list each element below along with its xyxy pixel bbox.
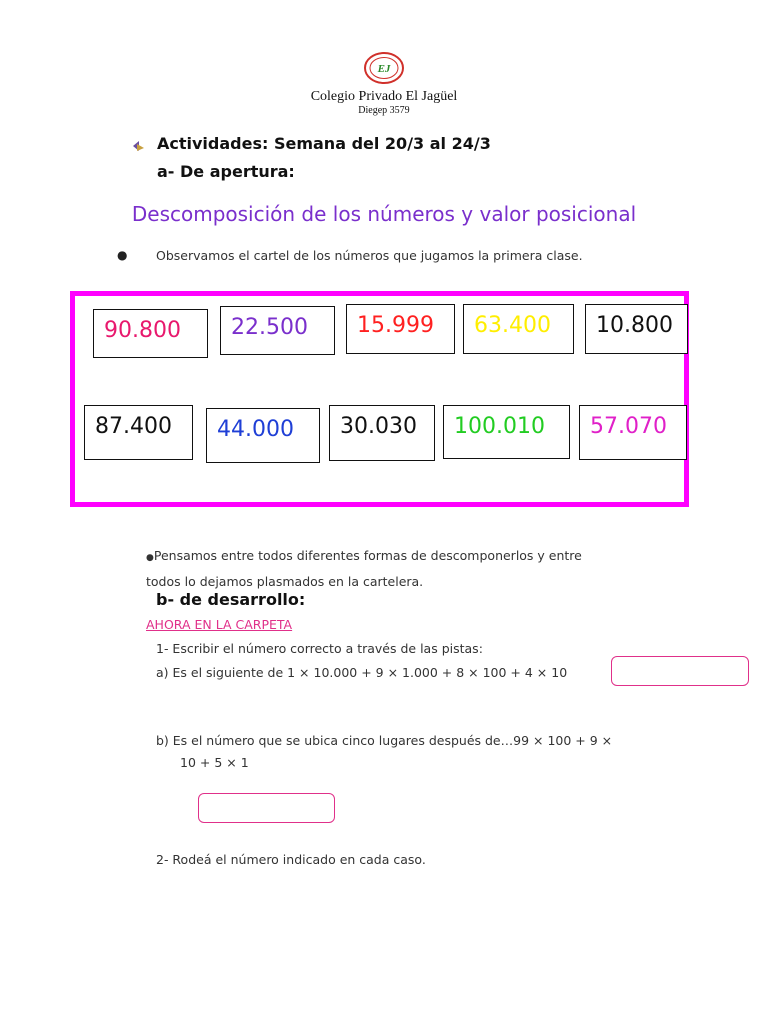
number-value: 10.800 (596, 313, 673, 338)
number-card (463, 304, 574, 354)
number-value: 30.030 (340, 414, 417, 439)
exercise-b-clue-line-1: b) Es el número que se ubica cinco lugares después de…99 × 100 + 9 × (156, 733, 613, 748)
exercise-2-instruction: 2- Rodeá el número indicado en cada caso. (156, 852, 426, 867)
number-value: 87.400 (95, 414, 172, 439)
number-card (93, 309, 208, 358)
number-value: 15.999 (357, 313, 434, 338)
number-card (329, 405, 435, 461)
bullet-dot: ● (146, 553, 154, 563)
page-title: Descomposición de los números y valor posicional (131, 202, 637, 226)
development-heading: b- de desarrollo: (156, 590, 306, 609)
opening-heading: a- De apertura: (157, 162, 295, 181)
logo-lettering: EJ (377, 63, 391, 75)
exercise-b-clue-line-2: 10 + 5 × 1 (180, 755, 249, 770)
diegep-number: Diegep 3579 (358, 105, 410, 116)
school-name: Colegio Privado El Jagüel (310, 89, 458, 104)
school-logo-icon (363, 51, 405, 85)
number-value: 100.010 (454, 414, 545, 439)
notebook-instruction: AHORA EN LA CARPETA (146, 617, 293, 632)
answer-box-b[interactable] (198, 793, 335, 823)
number-card (220, 306, 335, 355)
exercise-1-instruction: 1- Escribir el número correcto a través de las pistas: (156, 641, 483, 656)
activities-heading: Actividades: Semana del 20/3 al 24/3 (157, 134, 491, 153)
number-value: 22.500 (231, 315, 308, 340)
number-card (443, 405, 570, 459)
number-card (84, 405, 193, 460)
brainstorm-text (146, 544, 706, 594)
number-card (206, 408, 320, 463)
number-card (346, 304, 455, 354)
answer-box-a[interactable] (611, 656, 749, 686)
number-value: 44.000 (217, 417, 294, 442)
number-value: 90.800 (104, 318, 181, 343)
brainstorm-line-2: todos lo dejamos plasmados en la cartelera. (146, 574, 424, 589)
number-card (579, 405, 687, 460)
observation-text: Observamos el cartel de los números que jugamos la primera clase. (156, 248, 583, 263)
exercise-a-clue: a) Es el siguiente de 1 × 10.000 + 9 × 1.000 + 8 × 100 + 4 × 10 (156, 665, 568, 680)
number-value: 63.400 (474, 313, 551, 338)
arrow-bullet-icon (131, 139, 145, 153)
number-card (585, 304, 688, 354)
brainstorm-line-1: Pensamos entre todos diferentes formas de descomponerlos y entre (153, 548, 582, 563)
number-poster (70, 291, 689, 507)
number-value: 57.070 (590, 414, 667, 439)
bullet-dot: ● (117, 248, 128, 262)
